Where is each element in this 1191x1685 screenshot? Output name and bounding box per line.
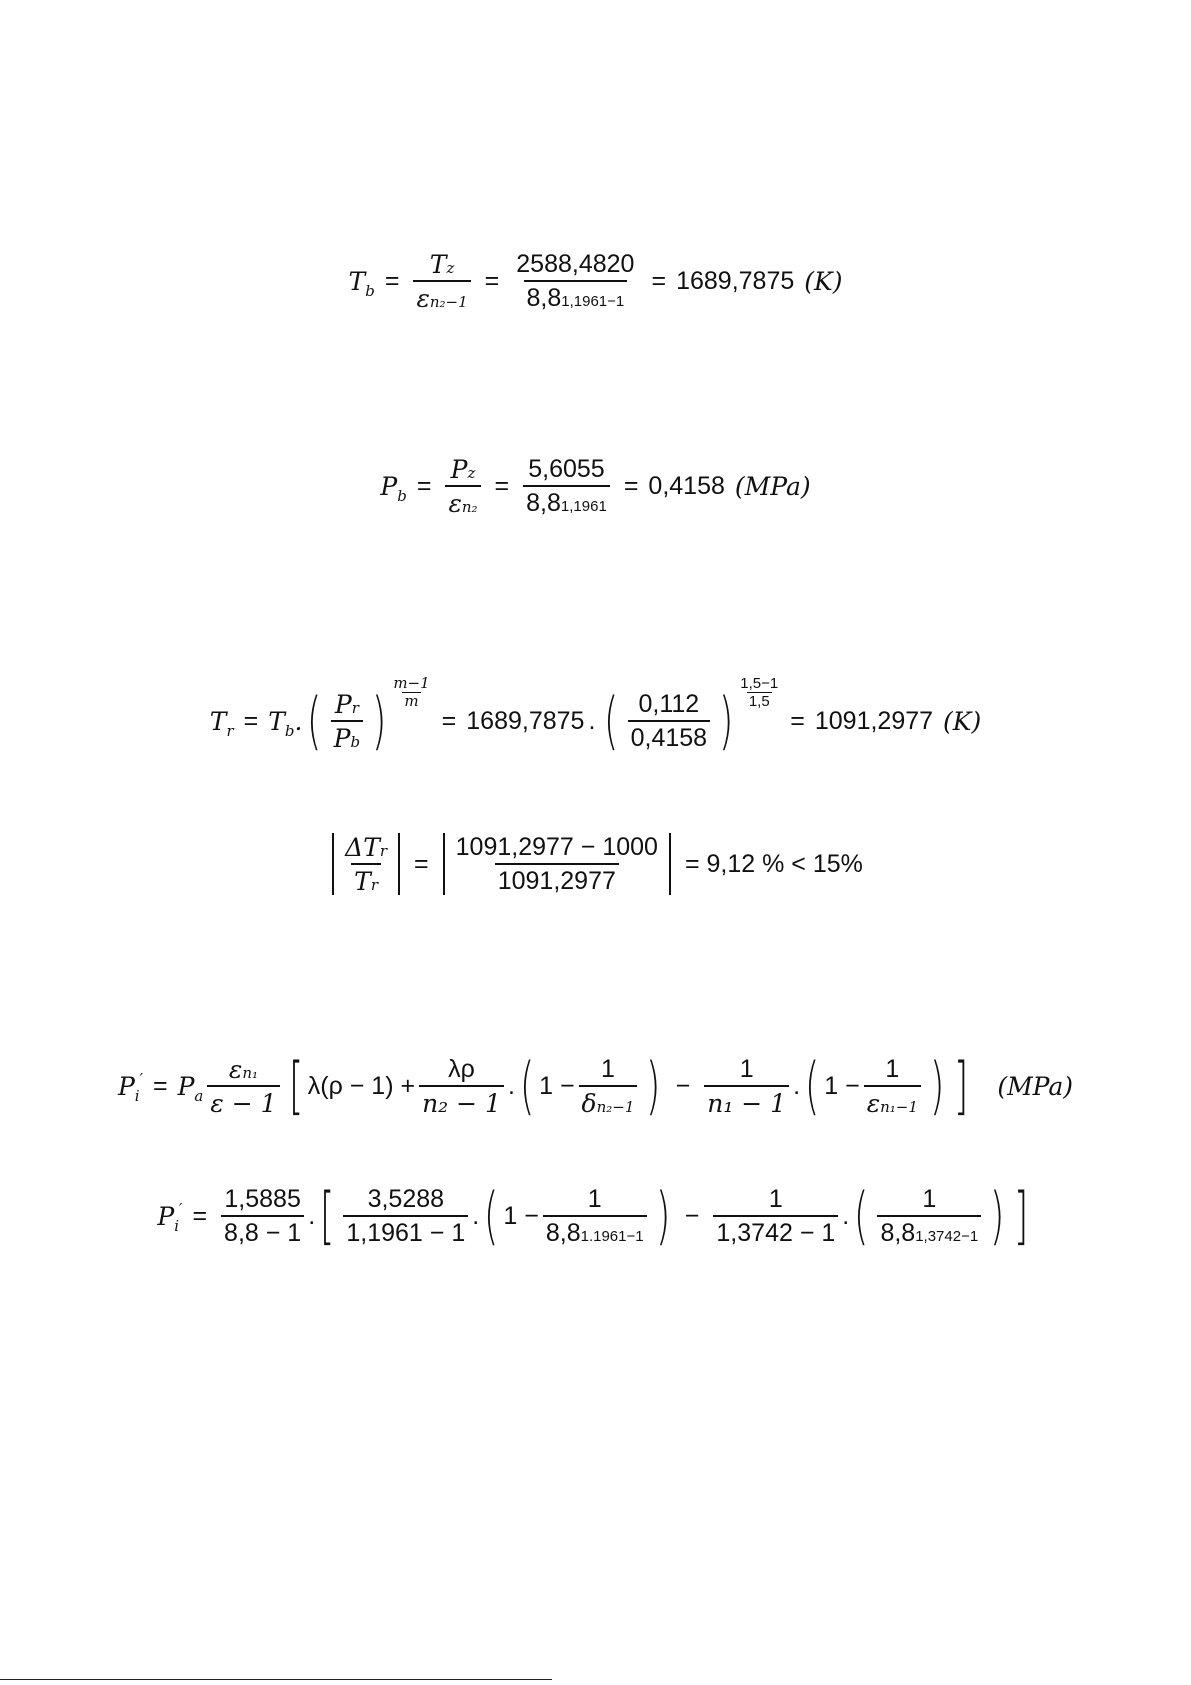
eq3-tb: $T_b$. [268, 706, 303, 740]
eq1-result: 1689,7875 [676, 267, 795, 295]
footnote-separator [0, 1679, 552, 1680]
eq6-third-fraction: 1 8,8 1.1961−1 [543, 1187, 647, 1246]
equation-pb: $P_b$ = P z ε n₂ = 5,6055 8,8 1,1961 = 0,4158 (MPa) [380, 455, 811, 518]
eq5-compression-fraction: ε n₁ ε − 1 [207, 1057, 279, 1116]
eq5-term1: λ(ρ − 1) + [307, 1071, 416, 1100]
eq5-lambda-rho-fraction: $\frac{\lambda\rho}{\text{n₂ − 1}}$ [419, 1057, 504, 1116]
eq1-symbolic-fraction: T z ε n₂−1 [413, 252, 470, 311]
eq3-exponent: $\frac{m-1}{m}$ [393, 674, 430, 710]
eq2-result: 0,4158 [648, 472, 725, 500]
eq3-numeric-ratio: $\frac{0,112}{0,4158}$ [628, 692, 710, 751]
eq3-result: 1091,2977 [814, 706, 934, 735]
eq6-fifth-fraction: 1 8,8 1,3742−1 [877, 1187, 981, 1246]
equation-tr: $T_r$ = $T_b$. ( P r P b ) $\frac{m-1}{m}$ = 1689,7875 . ( $\frac{0,112}{0,4158}$ ) $\frac{1,5-1}{1,5}$ = 1091,2977 (K) [209, 674, 982, 757]
eq5-unit: (MPa) [997, 1071, 1074, 1101]
equation-pi-formula: $P_i'$ = $P_a$ ε n₁ ε − 1 [ λ(ρ − 1) + $\frac{\lambda\rho}{\text{n₂ − 1}}$ . ( 1 − 1 δ n₂−1 ) − $\frac{1}{\text{n₁ − 1}}$ . ( 1 − 1 ε n₁−1 ) ] (MPa) [117, 1049, 1074, 1122]
eq6-first-fraction: $\frac{1,5885}{8,8 - 1}$ [221, 1187, 304, 1246]
eq2-unit: (MPa) [734, 472, 811, 501]
eq6-fourth-fraction: $\frac{1}{1,3742 - 1}$ [713, 1187, 838, 1246]
equation-error-check: ΔT r T r = $\frac{1091,2977 - 1000}{1091,2977}$ = 9,12 % < 15% [0, 833, 1191, 895]
eq2-numeric-fraction: 5,6055 8,8 1,1961 [523, 457, 610, 516]
eq5-delta-fraction: 1 δ n₂−1 [579, 1057, 638, 1116]
eq5-n1-fraction: $\frac{1}{\text{n₁ − 1}}$ [704, 1057, 789, 1116]
eq4-numeric-fraction: $\frac{1091,2977 - 1000}{1091,2977}$ [455, 832, 658, 895]
eq5-lhs: $P_i'$ [117, 1069, 143, 1105]
eq1-unit: (K) [804, 267, 843, 296]
eq5-pa: $P_a$ [177, 1071, 204, 1105]
eq4-result: = 9,12 % < 15% [684, 849, 863, 878]
eq1-lhs: $T_b$ [348, 267, 375, 300]
eq3-unit: (K) [943, 706, 982, 736]
equation-tb: $T_b$ = T z ε n₂−1 = 2588,4820 8,8 1,1961−1 = 1689,7875 (K) [348, 250, 843, 313]
eq3-numeric-exponent: $\frac{1,5-1}{1,5}$ [740, 675, 779, 710]
eq4-relative-fraction: ΔT r T r [345, 832, 388, 896]
eq2-lhs: $P_b$ [380, 472, 407, 505]
eq5-epsilon-fraction: 1 ε n₁−1 [864, 1057, 921, 1116]
eq3-lhs: $T_r$ [209, 706, 234, 740]
eq2-symbolic-fraction: P z ε n₂ [445, 457, 480, 516]
eq3-tb-value: 1689,7875 [466, 706, 585, 735]
eq6-lhs: $P_i'$ [157, 1199, 183, 1235]
equation-pi-numeric: $P_i'$ = $\frac{1,5885}{8,8 - 1}$ . [ $\frac{3,5288}{1,1961 - 1}$ . ( 1 − 1 8,8 1.1961−1 ) − $\frac{1}{1,3742 - 1}$ . ( 1 8,8 1,3742−1 ) ] [157, 1179, 1029, 1252]
eq6-second-fraction: $\frac{3,5288}{1,1961 - 1}$ [343, 1187, 468, 1246]
eq3-pressure-ratio: P r P b [331, 692, 363, 751]
eq1-numeric-fraction: 2588,4820 8,8 1,1961−1 [516, 250, 635, 312]
